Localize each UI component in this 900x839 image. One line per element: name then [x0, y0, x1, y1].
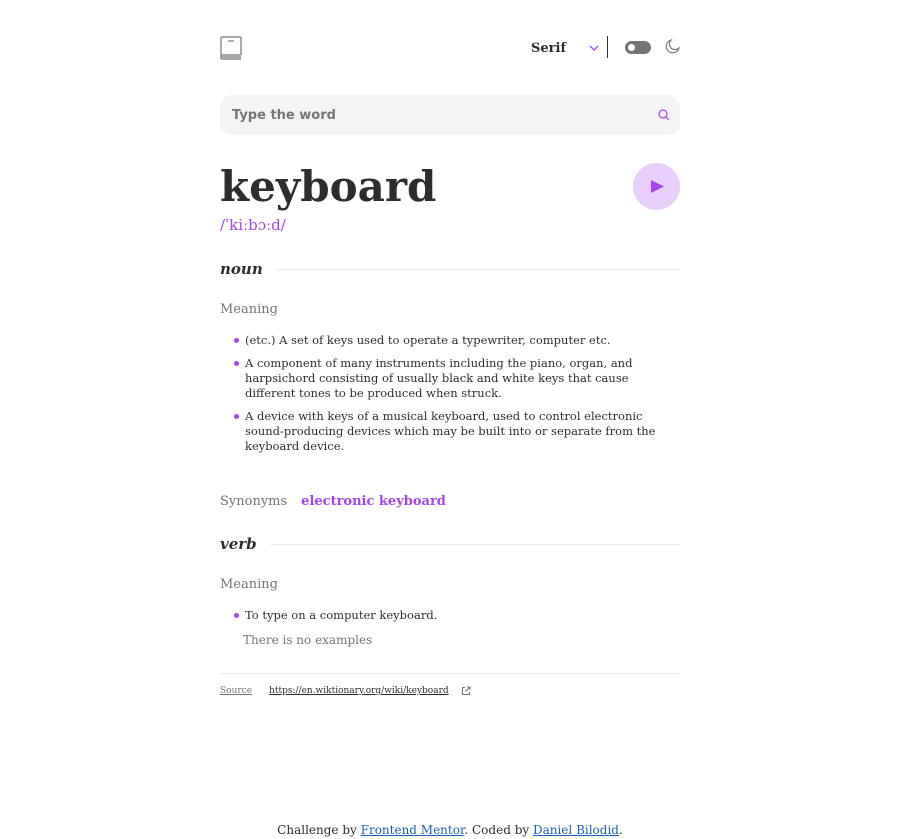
section-divider	[277, 269, 680, 270]
definition-text: A device with keys of a musical keyboard, used to control electronic sound-producing devices which may be built into or separate from the keyboard device.	[245, 409, 656, 453]
list-item	[220, 409, 680, 454]
synonyms-row	[220, 494, 446, 509]
word-title: keyboard	[220, 162, 437, 211]
moon-icon[interactable]	[665, 38, 681, 54]
source-link[interactable]: https://en.wiktionary.org/wiki/keyboard	[269, 686, 449, 696]
source-label: Source	[220, 686, 253, 696]
part-of-speech-noun	[220, 259, 680, 279]
search-icon[interactable]	[658, 109, 670, 121]
synonym-link[interactable]: electronic keyboard	[301, 494, 446, 509]
footer-suffix: .	[618, 823, 623, 837]
source-row	[220, 686, 471, 696]
noun-definitions-list	[220, 333, 680, 462]
theme-toggle[interactable]	[625, 41, 651, 54]
part-of-speech-label: noun	[220, 260, 263, 278]
bullet	[234, 613, 239, 618]
definition-text: To type on a computer keyboard.	[245, 608, 438, 622]
page-footer	[0, 823, 900, 837]
synonyms-label: Synonyms	[220, 494, 288, 509]
font-label: Serif	[531, 40, 567, 56]
meaning-label: Meaning	[220, 302, 278, 317]
play-audio-button[interactable]	[633, 163, 680, 210]
footer-middle: . Coded by	[464, 823, 533, 837]
list-item	[220, 608, 680, 623]
search-input[interactable]	[232, 95, 642, 135]
source-divider	[220, 673, 680, 674]
chevron-down-icon	[588, 44, 600, 52]
toggle-knob	[628, 44, 635, 51]
frontend-mentor-link[interactable]: Frontend Mentor	[360, 823, 465, 837]
app-header	[220, 36, 680, 60]
section-divider	[271, 544, 680, 545]
definition-text: (etc.) A set of keys used to operate a typewriter, computer etc.	[245, 333, 611, 347]
definition-text: A component of many instruments including the piano, organ, and harpsichord consisting of usually black and white keys that cause different tones to be produced when struck.	[245, 356, 633, 400]
header-divider	[607, 36, 608, 58]
meaning-label: Meaning	[220, 577, 278, 592]
part-of-speech-verb	[220, 534, 680, 554]
search-bar	[220, 95, 680, 135]
play-icon	[651, 180, 664, 193]
example-text: There is no examples	[243, 633, 373, 647]
font-selector[interactable]	[531, 38, 600, 58]
bullet	[234, 361, 239, 366]
verb-definitions-list	[220, 608, 680, 631]
footer-prefix: Challenge by	[277, 823, 361, 837]
list-item	[220, 333, 680, 348]
bullet	[234, 338, 239, 343]
list-item	[220, 356, 680, 401]
bullet	[234, 414, 239, 419]
external-link-icon[interactable]	[461, 686, 471, 696]
phonetic-text: /ˈkiːbɔːd/	[220, 216, 286, 234]
author-link[interactable]: Daniel Bilodid	[532, 823, 619, 837]
book-logo-icon[interactable]	[220, 36, 242, 60]
part-of-speech-label: verb	[220, 535, 257, 553]
